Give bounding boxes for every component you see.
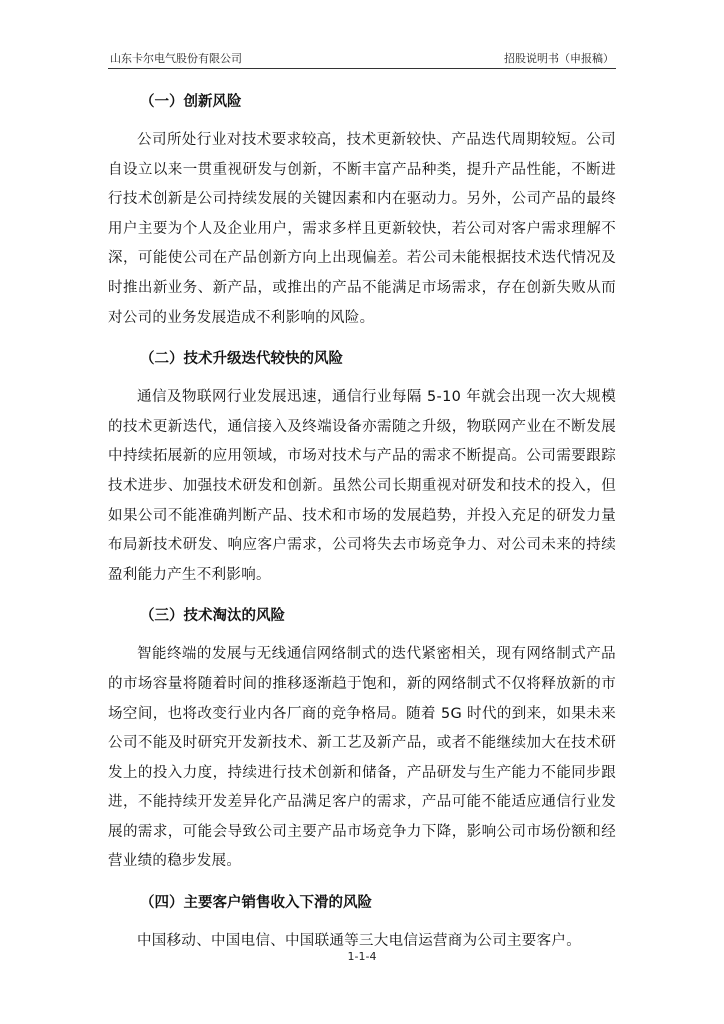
section-heading: （二）技术升级迭代较快的风险	[140, 351, 343, 368]
section-heading: （四）主要客户销售收入下滑的风险	[140, 895, 372, 912]
page-content	[108, 88, 616, 957]
section-tech-obsolescence-risk	[108, 602, 616, 877]
section-paragraph: 智能终端的发展与无线通信网络制式的迭代紧密相关，现有网络制式产品的市场容量将随着时间的推移逐渐趋于饱和，新的网络制式不仅将释放新的市场空间，也将改变行业内各厂商的竞争格局。随着 5G 时代的到来，如果未来公司不能及时研究开发新技术、新工艺及新产品，或者不能继续加大在技术研发上的投入力度，持续进行技术创新和储备，产品研发与生产能力不能同步跟进，不能持续开发差异化产品满足客户的需求，产品可能不能适应通信行业发展的需求，可能会导致公司主要产品市场竞争力下降，影响公司市场份额和经营业绩的稳步发展。	[108, 646, 616, 870]
section-customer-revenue-risk	[108, 889, 616, 957]
section-paragraph: 公司所处行业对技术要求较高，技术更新较快、产品迭代周期较短。公司自设立以来一贯重视研发与创新，不断丰富产品种类，提升产品性能，不断进行技术创新是公司持续发展的关键因素和内在驱动力。另外，公司产品的最终用户主要为个人及企业用户，需求多样且更新较快，若公司对客户需求理解不深，可能使公司在产品创新方向上出现偏差。若公司未能根据技术迭代情况及时推出新业务、新产品，或推出的产品不能满足市场需求，存在创新失败从而对公司的业务发展造成不利影响的风险。	[108, 132, 616, 326]
page-header	[108, 50, 616, 66]
section-heading: （三）技术淘汰的风险	[140, 608, 285, 625]
header-divider	[108, 68, 616, 69]
section-heading: （一）创新风险	[140, 94, 242, 110]
section-innovation-risk	[108, 88, 616, 333]
section-paragraph: 中国移动、中国电信、中国联通等三大电信运营商为公司主要客户。	[137, 933, 581, 950]
section-paragraph: 通信及物联网行业发展迅速，通信行业每隔 5-10 年就会出现一次大规模的技术更新迭代，通信接入及终端设备亦需随之升级，物联网产业在不断发展中持续拓展新的应用领域，市场对技术与产品的需求不断提高。公司需要跟踪技术进步、加强技术研发和创新。虽然公司长期重视对研发和技术的投入，但如果公司不能准确判断产品、技术和市场的发展趋势，并投入充足的研发力量布局新技术研发、响应客户需求，公司将失去市场竞争力、对公司未来的持续盈利能力产生不利影响。	[108, 389, 616, 583]
page-number: 1-1-4	[347, 950, 377, 963]
section-tech-upgrade-risk	[108, 345, 616, 590]
header-company-name: 山东卡尔电气股份有限公司	[110, 52, 242, 65]
header-document-title: 招股说明书（申报稿）	[504, 52, 614, 65]
